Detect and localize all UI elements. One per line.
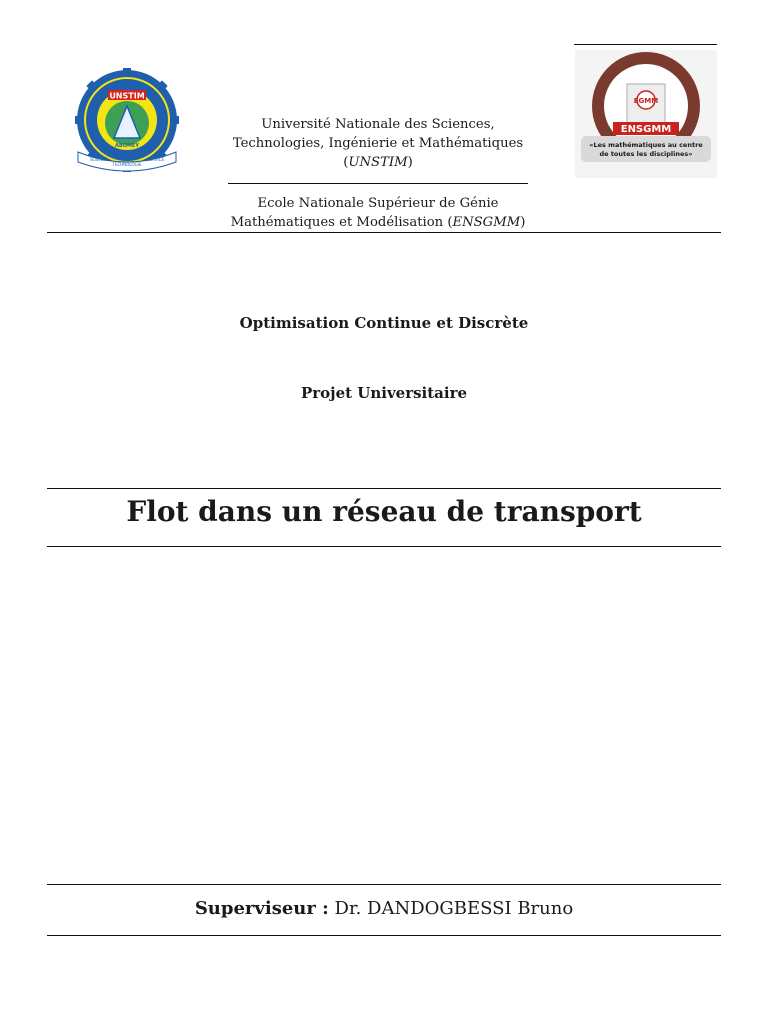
- top-right-rule: [574, 44, 717, 45]
- svg-text:de toutes les disciplines»: de toutes les disciplines»: [599, 150, 693, 158]
- title-top-rule: [47, 488, 721, 489]
- svg-text:EGMM: EGMM: [633, 97, 659, 105]
- svg-text:UNSTIM: UNSTIM: [109, 91, 145, 101]
- supervisor-label: Superviseur :: [194, 898, 329, 919]
- supervisor-bottom-rule: [47, 935, 721, 936]
- project-type: Projet Universitaire: [300, 384, 468, 402]
- header-separator: [228, 183, 528, 184]
- school-name: [228, 194, 528, 232]
- svg-text:TECHNOLOGIE: TECHNOLOGIE: [112, 162, 142, 167]
- svg-text:ABOMEY: ABOMEY: [115, 143, 139, 149]
- svg-text:ENSGMM: ENSGMM: [620, 124, 672, 135]
- supervisor-name: Dr. DANDOGBESSI Bruno: [334, 898, 574, 919]
- supervisor-top-rule: [47, 884, 721, 885]
- university-name: [228, 115, 528, 172]
- school-line-1: Ecole Nationale Supérieur de Génie: [257, 196, 499, 211]
- university-abbr: (UNSTIM): [343, 155, 413, 170]
- supervisor: [0, 898, 768, 919]
- university-line-1: Université Nationale des Sciences,: [261, 117, 495, 132]
- title-bottom-rule: [47, 546, 721, 547]
- svg-text:SERVICE: SERVICE: [147, 157, 164, 162]
- course-name: Optimisation Continue et Discrète: [239, 314, 529, 332]
- school-line-2: Mathématiques et Modélisation (ENSGMM): [230, 215, 526, 230]
- svg-text:SCIENCE: SCIENCE: [90, 157, 108, 162]
- svg-text:«Les mathématiques au centre: «Les mathématiques au centre: [589, 141, 703, 149]
- document-title: Flot dans un réseau de transport: [126, 495, 642, 528]
- ensgmm-logo: [575, 50, 717, 178]
- university-line-2: Technologies, Ingénierie et Mathématiques: [232, 136, 524, 151]
- unstim-logo: [66, 68, 188, 178]
- header-bottom-rule: [47, 232, 721, 233]
